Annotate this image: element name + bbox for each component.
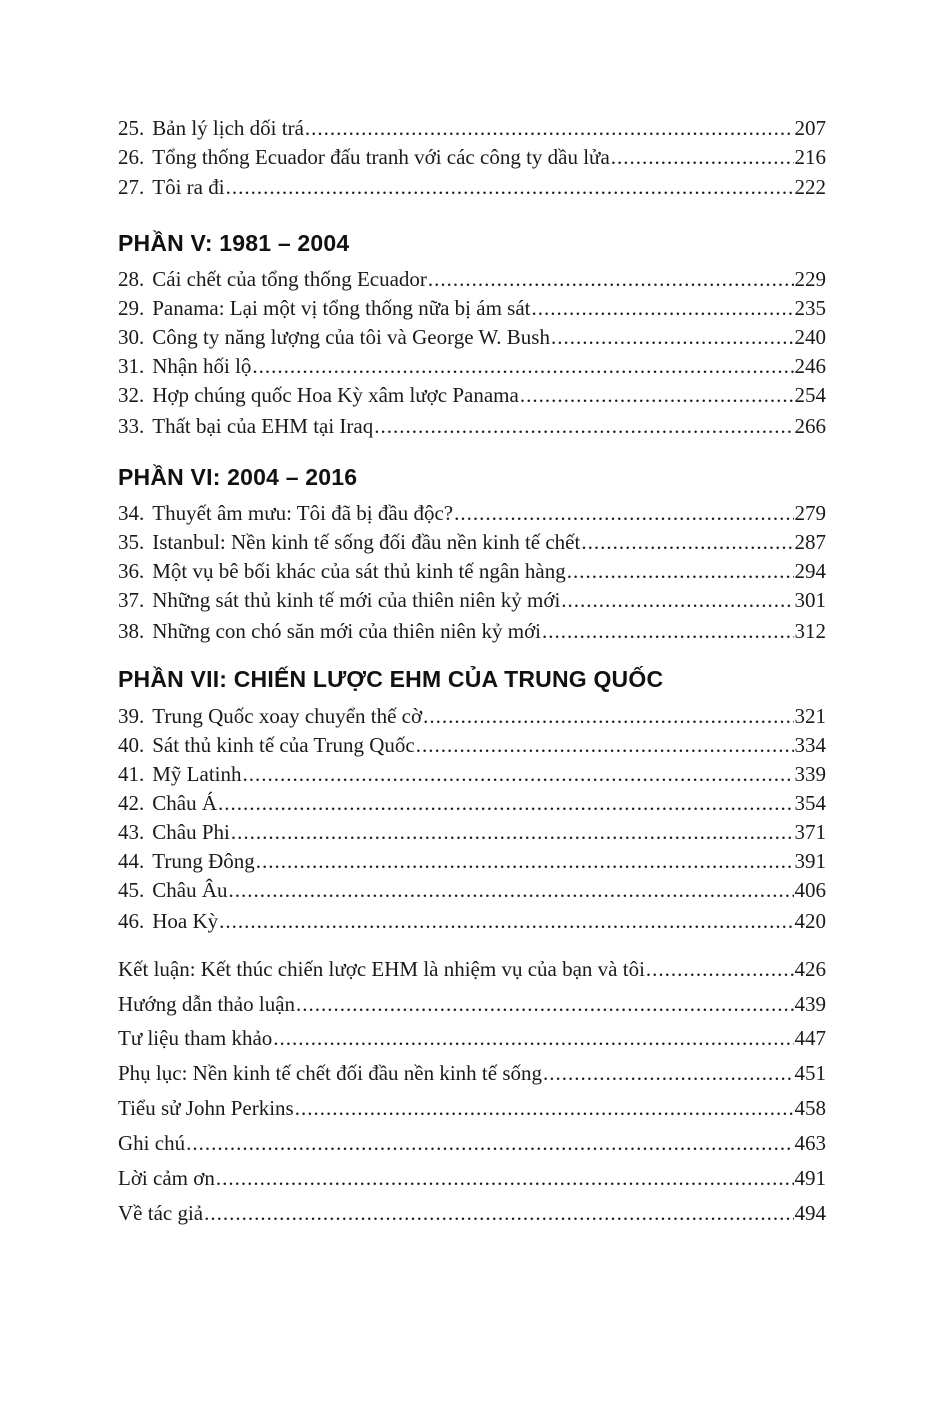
page-number: 447 (794, 1026, 826, 1050)
section-title: Hướng dẫn thảo luận (118, 992, 296, 1016)
page-number: 287 (794, 530, 826, 554)
chapter-number: 32. (118, 383, 145, 407)
chapter-number: 28. (118, 267, 145, 291)
dot-leader (218, 789, 794, 817)
toc-entry[interactable] (118, 381, 826, 409)
dot-leader (186, 1129, 793, 1157)
chapter-number: 42. (118, 791, 145, 815)
chapter-number: 27. (118, 175, 145, 199)
page-number: 339 (794, 762, 826, 786)
section-title: Phụ lục: Nền kinh tế chết đối đầu nền kinh tế sống (118, 1061, 543, 1085)
chapter-title: Tổng thống Ecuador đấu tranh với các công ty dầu lửa (152, 145, 610, 169)
page-number: 235 (794, 296, 826, 320)
toc-entry-back-matter[interactable] (118, 1164, 826, 1192)
chapter-title: Bản lý lịch dối trá (152, 116, 304, 140)
page-number: 222 (794, 175, 826, 199)
toc-entry[interactable] (118, 114, 826, 142)
chapter-number: 38. (118, 619, 145, 643)
page-number: 371 (794, 820, 826, 844)
toc-entry[interactable] (118, 323, 826, 351)
chapter-title: Sát thủ kinh tế của Trung Quốc (152, 733, 415, 757)
chapter-title: Tôi ra đi (152, 175, 225, 199)
toc-entry-back-matter[interactable] (118, 1129, 826, 1157)
dot-leader (428, 265, 794, 293)
chapter-number: 46. (118, 909, 145, 933)
toc-entry[interactable] (118, 818, 826, 846)
chapter-title: Istanbul: Nền kinh tế sống đối đầu nền kinh tế chết (152, 530, 581, 554)
section-title: Ghi chú (118, 1131, 186, 1155)
chapter-title: Châu Á (152, 791, 217, 815)
part-heading: PHẦN VI: 2004 – 2016 (118, 464, 358, 490)
page-number: 266 (794, 414, 826, 438)
toc-entry[interactable] (118, 173, 826, 201)
page-number: 301 (794, 588, 826, 612)
dot-leader (252, 352, 793, 380)
page-number: 229 (794, 267, 826, 291)
dot-leader (416, 731, 794, 759)
page-number: 246 (794, 354, 826, 378)
page-number: 494 (794, 1201, 826, 1225)
chapter-title: Công ty năng lượng của tôi và George W. Bush (152, 325, 550, 349)
toc-entry-back-matter[interactable] (118, 990, 826, 1018)
section-title: Lời cảm ơn (118, 1166, 215, 1190)
chapter-number: 33. (118, 414, 145, 438)
toc-entry[interactable] (118, 586, 826, 614)
chapter-number: 43. (118, 820, 145, 844)
chapter-number: 40. (118, 733, 145, 757)
dot-leader (231, 818, 794, 846)
chapter-title: Cái chết của tổng thống Ecuador (152, 267, 427, 291)
dot-leader (229, 876, 794, 904)
dot-leader (423, 702, 793, 730)
chapter-number: 36. (118, 559, 145, 583)
chapter-title: Hoa Kỳ (152, 909, 219, 933)
chapter-title: Hợp chúng quốc Hoa Kỳ xâm lược Panama (152, 383, 519, 407)
chapter-title: Trung Quốc xoay chuyển thế cờ (152, 704, 423, 728)
chapter-number: 37. (118, 588, 145, 612)
chapter-number: 44. (118, 849, 145, 873)
dot-leader (295, 1094, 794, 1122)
chapter-title: Những sát thủ kinh tế mới của thiên niên kỷ mới (152, 588, 561, 612)
toc-entry[interactable] (118, 760, 826, 788)
page-number: 426 (794, 957, 826, 981)
chapter-title: Những con chó săn mới của thiên niên kỷ mới (152, 619, 542, 643)
toc-entry-back-matter[interactable] (118, 1024, 826, 1052)
chapter-title: Châu Phi (152, 820, 230, 844)
section-title: Kết luận: Kết thúc chiến lược EHM là nhiệm vụ của bạn và tôi (118, 957, 645, 981)
chapter-title: Panama: Lại một vị tổng thống nữa bị ám sát (152, 296, 531, 320)
dot-leader (256, 847, 794, 875)
page-number: 458 (794, 1096, 826, 1120)
page-number: 216 (794, 145, 826, 169)
dot-leader (296, 990, 793, 1018)
section-title: Về tác giả (118, 1201, 204, 1225)
page-number: 420 (794, 909, 826, 933)
toc-entry[interactable] (118, 876, 826, 904)
toc-entry-back-matter[interactable] (118, 955, 826, 983)
toc-entry[interactable] (118, 499, 826, 527)
toc-entry[interactable] (118, 294, 826, 322)
chapter-number: 30. (118, 325, 145, 349)
chapter-title: Nhận hối lộ (152, 354, 252, 378)
dot-leader (454, 499, 793, 527)
page-number: 406 (794, 878, 826, 902)
toc-entry[interactable] (118, 143, 826, 171)
toc-entry[interactable] (118, 265, 826, 293)
toc-entry[interactable] (118, 847, 826, 875)
dot-leader (543, 1059, 793, 1087)
toc-entry[interactable] (118, 789, 826, 817)
dot-leader (611, 143, 794, 171)
page-number: 279 (794, 501, 826, 525)
dot-leader (374, 412, 793, 440)
dot-leader (581, 528, 793, 556)
dot-leader (219, 907, 793, 935)
page-number: 294 (794, 559, 826, 583)
chapter-title: Thất bại của EHM tại Iraq (152, 414, 374, 438)
dot-leader (520, 381, 794, 409)
toc-entry[interactable] (118, 702, 826, 730)
dot-leader (567, 557, 794, 585)
toc-entry[interactable] (118, 352, 826, 380)
chapter-number: 35. (118, 530, 145, 554)
chapter-number: 39. (118, 704, 145, 728)
chapter-title: Châu Âu (152, 878, 228, 902)
toc-entry[interactable] (118, 557, 826, 585)
dot-leader (532, 294, 794, 322)
page-number: 491 (794, 1166, 826, 1190)
dot-leader (204, 1199, 793, 1227)
chapter-number: 25. (118, 116, 145, 140)
chapter-number: 26. (118, 145, 145, 169)
dot-leader (243, 760, 794, 788)
chapter-number: 34. (118, 501, 145, 525)
page-number: 240 (794, 325, 826, 349)
dot-leader (646, 955, 794, 983)
dot-leader (273, 1024, 793, 1052)
dot-leader (216, 1164, 794, 1192)
toc-entry[interactable] (118, 731, 826, 759)
toc-entry-back-matter[interactable] (118, 1094, 826, 1122)
page-number: 439 (794, 992, 826, 1016)
chapter-title: Thuyết âm mưu: Tôi đã bị đầu độc? (152, 501, 454, 525)
part-heading: PHẦN V: 1981 – 2004 (118, 230, 350, 256)
page-number: 463 (794, 1131, 826, 1155)
chapter-title: Một vụ bê bối khác của sát thủ kinh tế ngân hàng (152, 559, 566, 583)
chapter-number: 45. (118, 878, 145, 902)
page-number: 321 (794, 704, 826, 728)
section-title: Tiểu sử John Perkins (118, 1096, 294, 1120)
chapter-title: Trung Đông (152, 849, 255, 873)
page-number: 334 (794, 733, 826, 757)
page-number: 207 (794, 116, 826, 140)
page-number: 451 (794, 1061, 826, 1085)
dot-leader (305, 114, 794, 142)
page-number: 354 (794, 791, 826, 815)
chapter-number: 41. (118, 762, 145, 786)
chapter-number: 29. (118, 296, 145, 320)
section-title: Tư liệu tham khảo (118, 1026, 273, 1050)
chapter-title: Mỹ Latinh (152, 762, 242, 786)
toc-entry[interactable] (118, 907, 826, 935)
dot-leader (226, 173, 794, 201)
toc-entry[interactable] (118, 617, 826, 645)
part-heading: PHẦN VII: CHIẾN LƯỢC EHM CỦA TRUNG QUỐC (118, 666, 664, 692)
toc-entry[interactable] (118, 528, 826, 556)
page-number: 254 (794, 383, 826, 407)
dot-leader (542, 617, 793, 645)
chapter-number: 31. (118, 354, 145, 378)
toc-entry[interactable] (118, 412, 826, 440)
toc-entry-back-matter[interactable] (118, 1059, 826, 1087)
dot-leader (561, 586, 793, 614)
dot-leader (551, 323, 794, 351)
toc-entry-back-matter[interactable] (118, 1199, 826, 1227)
page-number: 391 (794, 849, 826, 873)
page-number: 312 (794, 619, 826, 643)
